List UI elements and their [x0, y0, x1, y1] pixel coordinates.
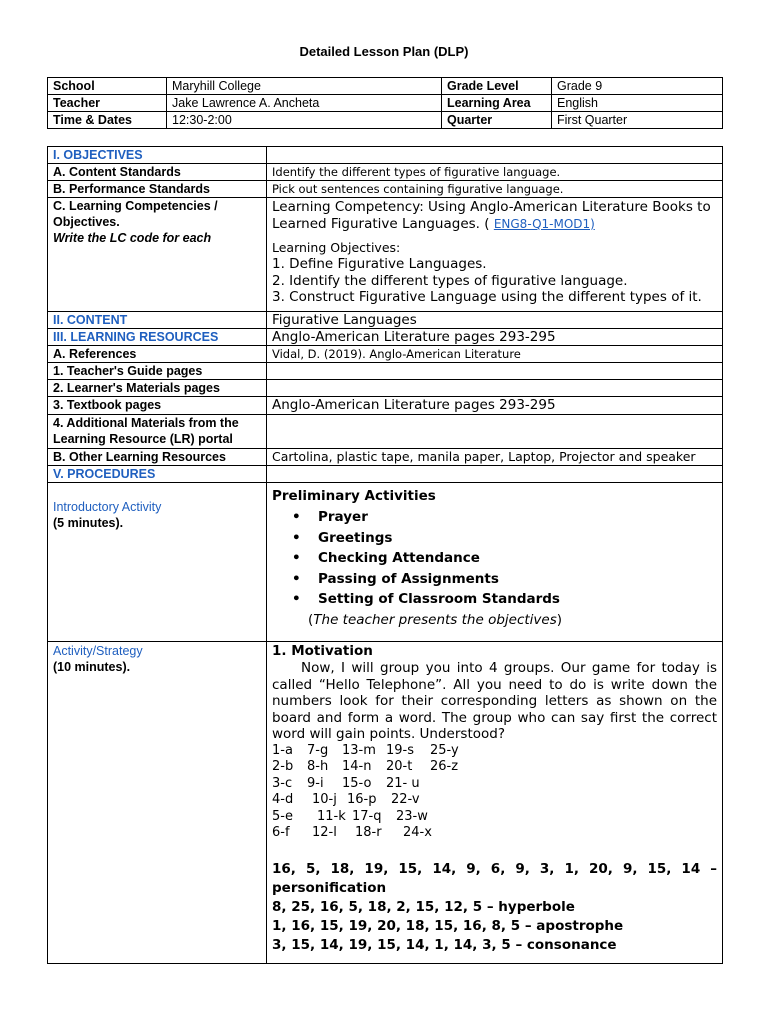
row-performance-standards: [48, 181, 723, 198]
row-introductory-activity: [48, 483, 723, 642]
document-title: Detailed Lesson Plan (DLP): [299, 44, 469, 59]
competencies-label: C. Learning Competencies / Objectives. Write the LC code for each: [48, 198, 267, 312]
school-label: School: [48, 78, 167, 95]
additional-materials-label: 4. Additional Materials from the Learning Resource (LR) portal: [48, 415, 267, 449]
time-label: Time & Dates: [48, 112, 167, 129]
puzzle-personification: 16, 5, 18, 19, 15, 14, 9, 6, 9, 3, 1, 20, 9, 15, 14 –: [272, 860, 717, 877]
row-objectives-heading: [48, 147, 723, 164]
row-references: [48, 346, 723, 363]
teacher-label: Teacher: [48, 95, 167, 112]
letter-code-table: [272, 743, 717, 842]
header-row-school: [48, 78, 723, 95]
content-value: Figurative Languages: [267, 312, 723, 329]
introductory-activity-content: Preliminary Activities • Prayer • Greetings • Checking Attendance • Passing of Assignments • Setting of Classroom Standards (The teacher presents the objectives): [267, 483, 723, 642]
teacher-value: Jake Lawrence A. Ancheta: [167, 95, 442, 112]
resources-value: Anglo-American Literature pages 293-295: [267, 329, 723, 346]
grade-value: Grade 9: [552, 78, 723, 95]
performance-standards-value: Pick out sentences containing figurative language.: [267, 181, 723, 198]
references-value: Vidal, D. (2019). Anglo-American Literature: [267, 346, 723, 363]
code-row: 1-a 7-g 13-m 19-s 25-y: [272, 742, 459, 758]
code-row: 3-c 9-i 15-o 21- u: [272, 775, 420, 791]
teachers-guide-label: 1. Teacher's Guide pages: [48, 363, 267, 380]
row-content-standards: [48, 164, 723, 181]
code-row: 6-f 12-l 18-r 24-x: [272, 825, 432, 840]
row-competencies: [48, 198, 723, 312]
content-heading: II. CONTENT: [48, 312, 267, 329]
list-item: • Setting of Classroom Standards: [290, 589, 717, 610]
puzzle-apostrophe: 1, 16, 15, 19, 20, 18, 15, 16, 8, 5 – apostrophe: [272, 917, 624, 934]
row-textbook: [48, 397, 723, 415]
puzzle-hyperbole: 8, 25, 16, 5, 18, 2, 15, 12, 5 – hyperbole: [272, 898, 575, 915]
competencies-value: Learning Competency: Using Anglo-American Literature Books to Learned Figurative Languages. ( ENG8-Q1-MOD1) Learning Objectives: 1. Define Figurative Languages. 2. Identify the different types of figurative language. 3. Construct Figurative Language using the different types of it.: [267, 198, 723, 312]
preliminary-activities-list: [290, 507, 717, 610]
textbook-label: 3. Textbook pages: [48, 397, 267, 415]
resources-heading: III. LEARNING RESOURCES: [48, 329, 267, 346]
code-row: 5-e 11-k 17-q 23-w: [272, 808, 428, 824]
list-item: • Prayer: [290, 507, 717, 528]
puzzle-consonance: 3, 15, 14, 19, 15, 14, 1, 14, 3, 5 – consonance: [272, 936, 617, 953]
header-table: [47, 77, 723, 129]
quarter-label: Quarter: [442, 112, 552, 129]
activity-strategy-content: 1. Motivation Now, I will group you into 4 groups. Our game for today is called “Hello Telephone”. All you need to do is write down the numbers look for their corresponding letters as shown on the board and form a word. The group who can say first the correct word will gain points. Understood? 1-a 7-g 13-m 19-s 25-y 2-b 8-h 14-n 20-t 26-z 3-c 9-i 15-o 21- u 4-d 10-j 16-p 22-v 5-e 11-k 17-q 23-w 6-f 12-l 18-r 24-x 16, 5, 18, 19, 15, 14, 9, 6, 9, 3, 1, 20, 9, 15, 14 – personification 8, 25, 16, 5, 18, 2, 15, 12, 5 – hyperbole 1, 16, 15, 19, 20, 18, 15, 16, 8, 5 – apostrophe 3, 15, 14, 19, 15, 14, 1, 14, 3, 5 – consonance: [267, 642, 723, 964]
procedures-heading: V. PROCEDURES: [48, 466, 267, 483]
row-additional-materials: [48, 415, 723, 449]
quarter-value: First Quarter: [552, 112, 723, 129]
objectives-heading: I. OBJECTIVES: [48, 147, 267, 164]
row-procedures-heading: [48, 466, 723, 483]
motivation-text: Now, I will group you into 4 groups. Our game for today is called “Hello Telephone”. All you need to do is write down the numbers look for their corresponding letters as shown on the board and form a word. The group who can say first the correct word will gain points. Understood?: [272, 660, 717, 742]
content-standards-value: Identify the different types of figurative language.: [267, 164, 723, 181]
header-row-teacher: [48, 95, 723, 112]
prelim-note: (The teacher presents the objectives): [308, 611, 563, 628]
row-learning-resources: [48, 329, 723, 346]
performance-standards-label: B. Performance Standards: [48, 181, 267, 198]
content-standards-label: A. Content Standards: [48, 164, 267, 181]
code-row: 4-d 10-j 16-p 22-v: [272, 792, 420, 807]
list-item: • Passing of Assignments: [290, 569, 717, 590]
header-row-time: [48, 112, 723, 129]
lc-code-link[interactable]: ENG8-Q1-MOD1): [493, 217, 595, 231]
list-item: • Checking Attendance: [290, 548, 717, 569]
area-value: English: [552, 95, 723, 112]
textbook-value: Anglo-American Literature pages 293-295: [267, 397, 723, 415]
row-activity-strategy: [48, 642, 723, 964]
list-item: • Greetings: [290, 528, 717, 549]
references-label: A. References: [48, 346, 267, 363]
row-content: [48, 312, 723, 329]
learners-materials-label: 2. Learner's Materials pages: [48, 380, 267, 397]
row-teachers-guide: [48, 363, 723, 380]
row-other-resources: [48, 449, 723, 466]
lesson-table: [47, 146, 723, 964]
grade-label: Grade Level: [442, 78, 552, 95]
other-resources-label: B. Other Learning Resources: [48, 449, 267, 466]
activity-strategy-label: Activity/Strategy (10 minutes).: [48, 642, 267, 964]
time-value: 12:30-2:00: [167, 112, 442, 129]
code-row: 2-b 8-h 14-n 20-t 26-z: [272, 759, 459, 774]
row-learners-materials: [48, 380, 723, 397]
area-label: Learning Area: [442, 95, 552, 112]
introductory-activity-label: Introductory Activity (5 minutes).: [48, 483, 267, 642]
other-resources-value: Cartolina, plastic tape, manila paper, Laptop, Projector and speaker: [267, 449, 723, 466]
school-value: Maryhill College: [167, 78, 442, 95]
